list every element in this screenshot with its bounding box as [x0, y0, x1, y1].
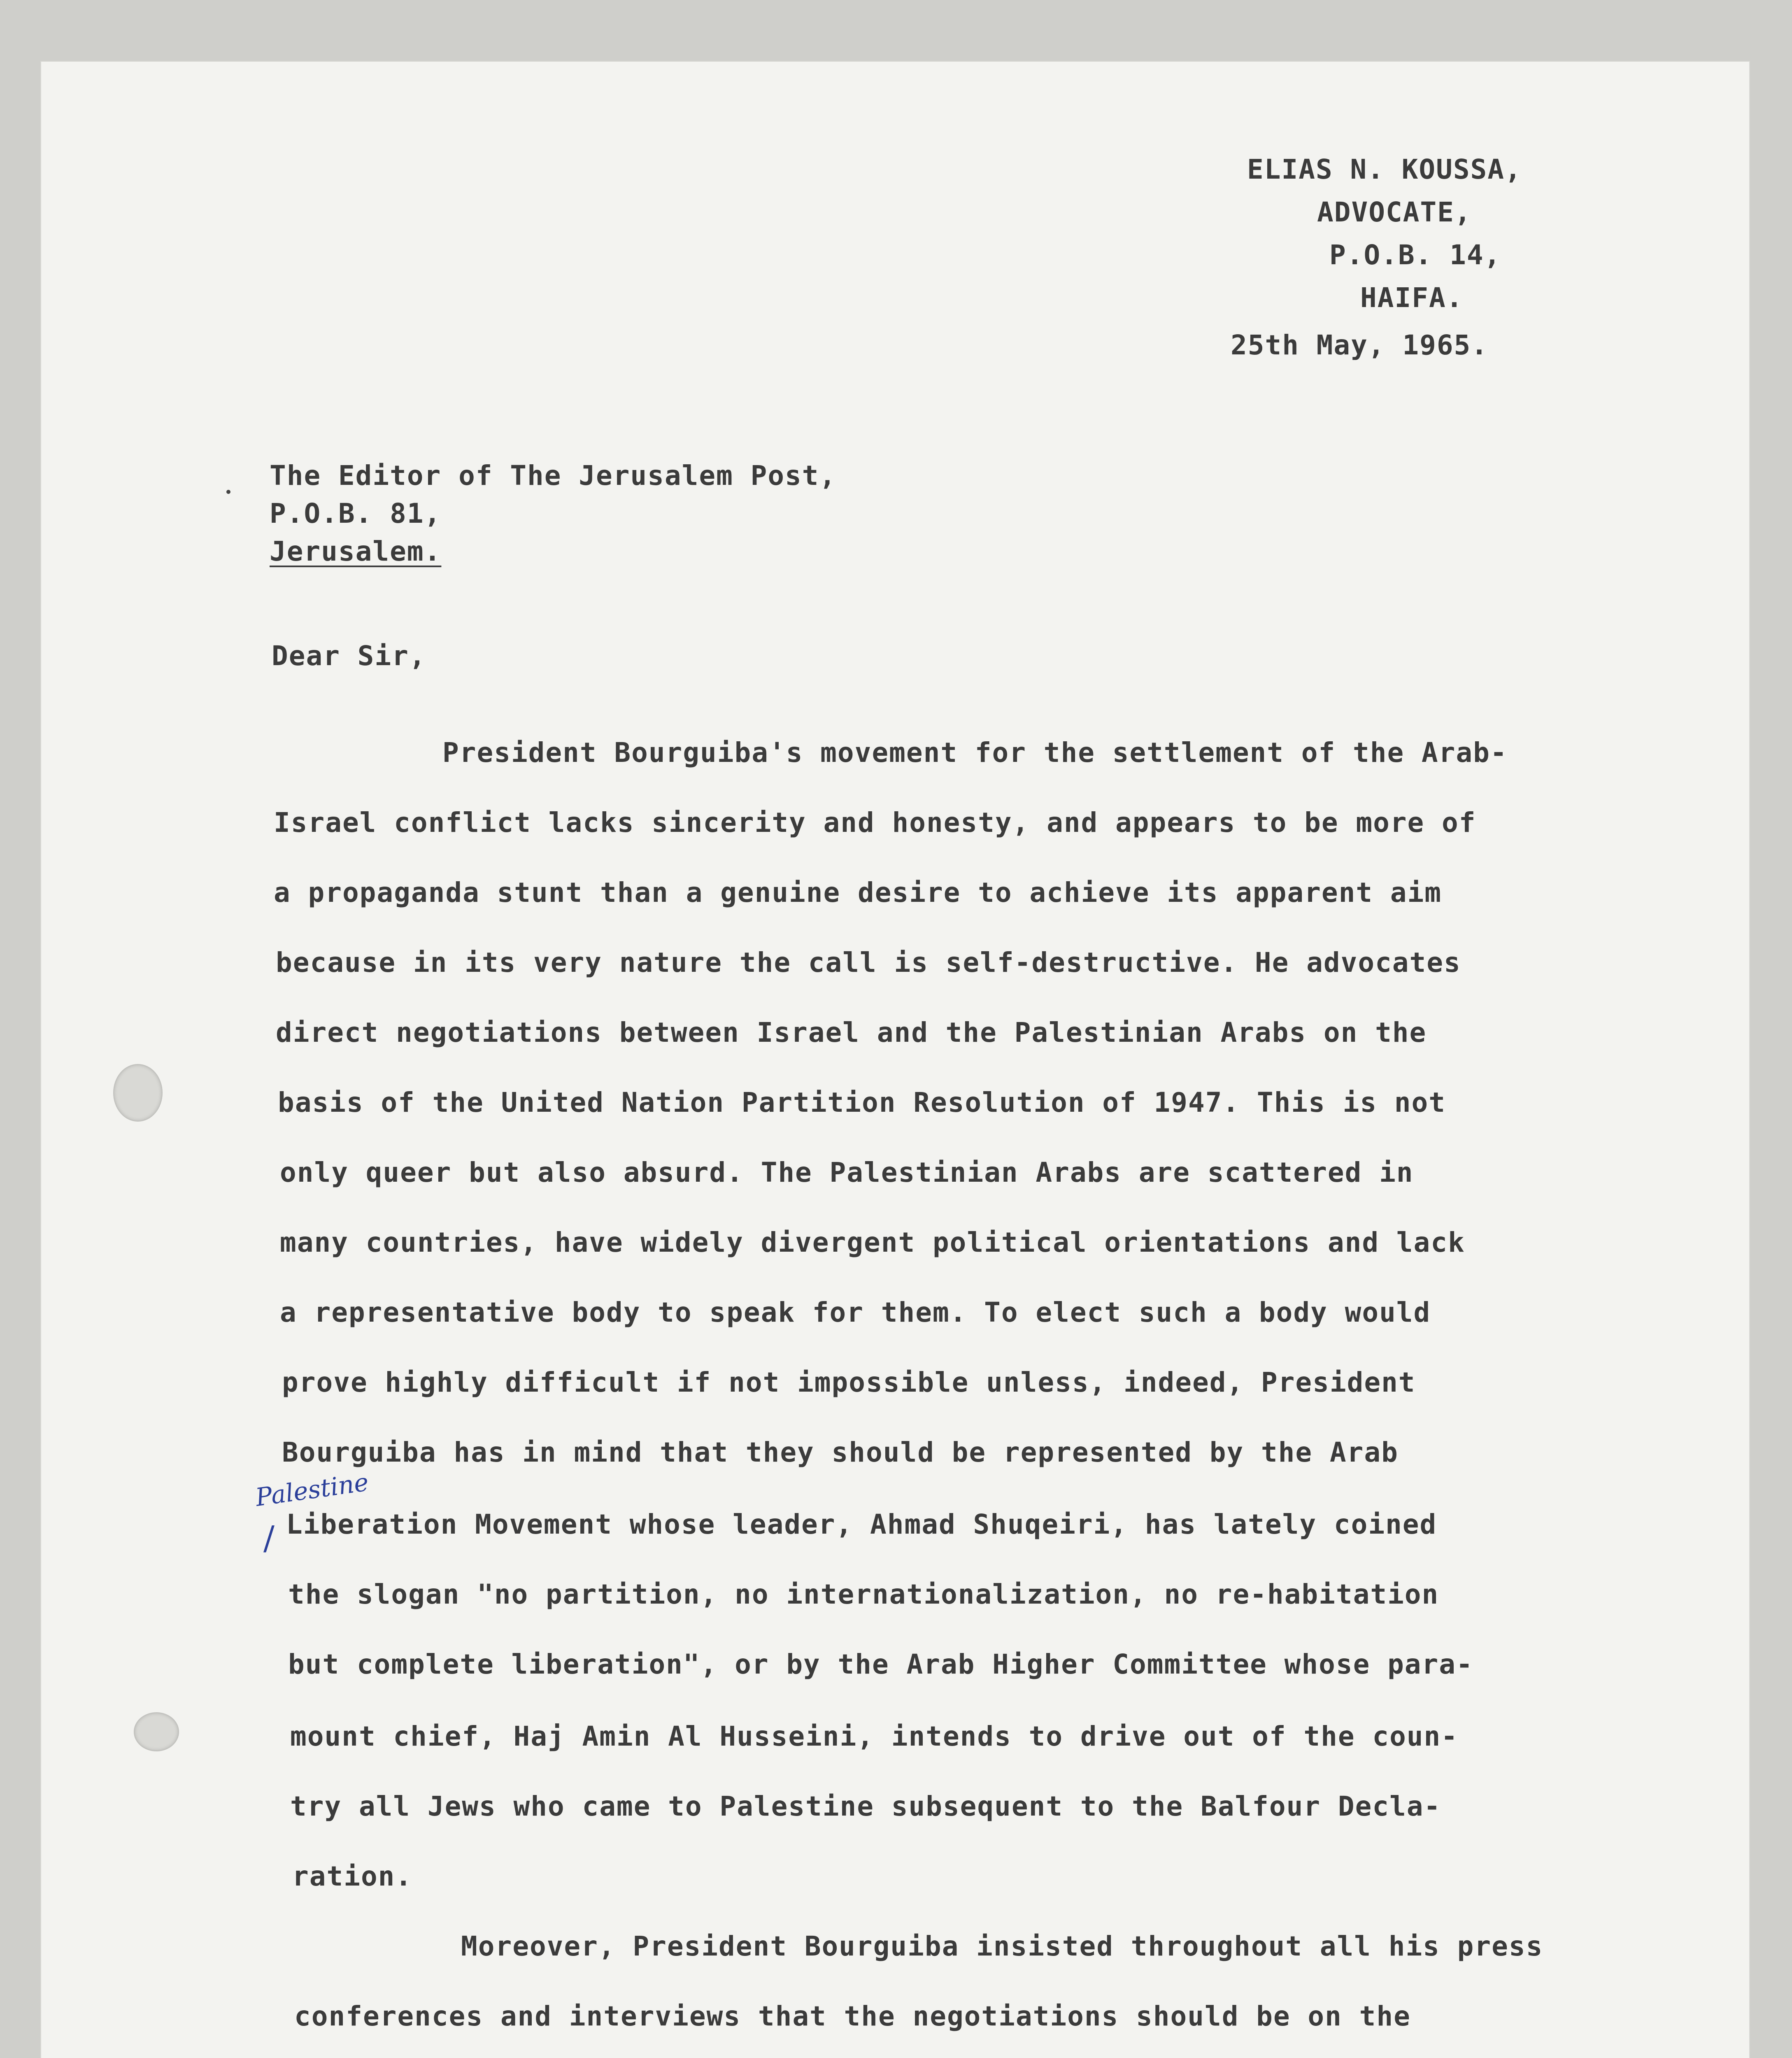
body-line: mount chief, Haj Amin Al Husseini, intends to drive out of the coun- [290, 1720, 1459, 1752]
letterhead-name: ELIAS N. KOUSSA, [1247, 154, 1522, 185]
body-line: President Bourguiba's movement for the settlement of the Arab- [442, 737, 1508, 768]
body-line: the slogan "no partition, no internationalization, no re-habitation [288, 1578, 1439, 1610]
letterhead-pob: P.O.B. 14, [1329, 239, 1501, 271]
body-line: Moreover, President Bourguiba insisted throughout all his press [461, 1930, 1543, 1962]
body-line: a representative body to speak for them. To elect such a body would [280, 1297, 1431, 1328]
recipient-block [270, 457, 836, 570]
recipient-line: P.O.B. 81, [270, 498, 442, 529]
letterhead-title: ADVOCATE, [1317, 196, 1472, 228]
body-line: basis of the United Nation Partition Resolution of 1947. This is not [278, 1087, 1446, 1118]
body-line: Bourguiba has in mind that they should be represented by the Arab [282, 1436, 1399, 1468]
ink-dot [226, 490, 230, 494]
body-line: ration. [292, 1860, 413, 1892]
body-line: a propaganda stunt than a genuine desire to achieve its apparent aim [274, 877, 1442, 908]
letterhead-city: HAIFA. [1360, 282, 1464, 314]
body-line: conferences and interviews that the negotiations should be on the [294, 2000, 1411, 2032]
handwritten-insertion: Palestine [254, 1468, 370, 1512]
letter-page [41, 62, 1749, 2058]
body-line: many countries, have widely divergent political orientations and lack [280, 1227, 1465, 1258]
handwritten-caret-mark: / [263, 1519, 275, 1557]
recipient-line: The Editor of The Jerusalem Post, [270, 460, 837, 491]
body-line: but complete liberation", or by the Arab Higher Committee whose para- [288, 1648, 1473, 1680]
body-line: only queer but also absurd. The Palestinian Arabs are scattered in [280, 1157, 1414, 1188]
punch-hole [134, 1712, 179, 1751]
body-line: prove highly difficult if not impossible unless, indeed, President [282, 1367, 1416, 1398]
recipient-city: Jerusalem. [270, 535, 442, 567]
punch-hole [113, 1064, 163, 1122]
body-line: because in its very nature the call is self-destructive. He advocates [276, 947, 1461, 978]
body-line: Liberation Movement whose leader, Ahmad Shuqeiri, has lately coined [286, 1509, 1437, 1540]
salutation: Dear Sir, [272, 640, 426, 672]
letterhead [1247, 148, 1522, 319]
body-line: direct negotiations between Israel and the Palestinian Arabs on the [276, 1017, 1427, 1048]
body-line: Israel conflict lacks sincerity and honesty, and appears to be more of [274, 807, 1476, 838]
letter-date: 25th May, 1965. [1231, 329, 1489, 361]
body-line: try all Jews who came to Palestine subsequent to the Balfour Decla- [290, 1790, 1441, 1822]
